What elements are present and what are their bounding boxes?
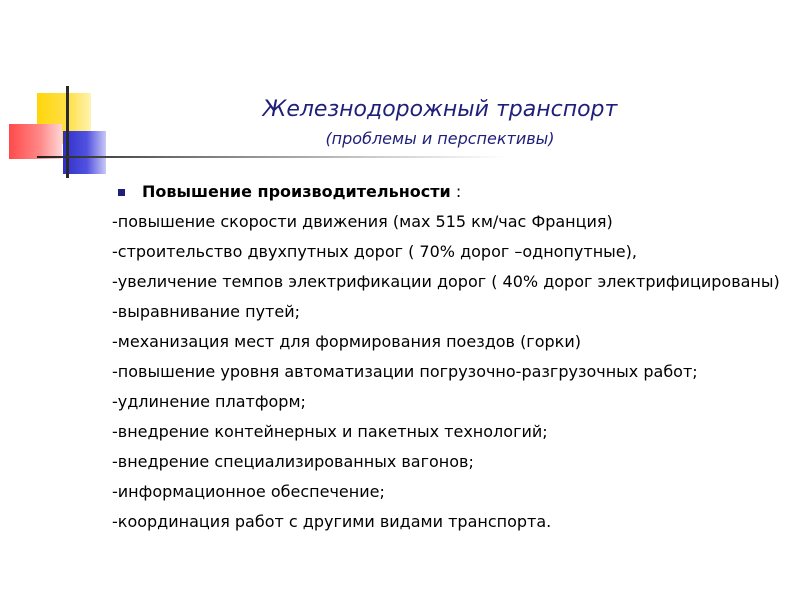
slide-content	[112, 180, 782, 540]
list-item: -механизация мест для формирования поездов (горки)	[112, 332, 581, 351]
bullet-heading: Повышение производительности	[142, 182, 451, 201]
list-item: -координация работ с другими видами транспорта.	[112, 512, 552, 531]
list-item: -внедрение специализированных вагонов;	[112, 452, 474, 471]
decorative-horizontal-line	[37, 156, 507, 158]
list-item: -выравнивание путей;	[112, 302, 300, 321]
square-bullet-icon	[118, 189, 125, 196]
bullet-heading-suffix: :	[450, 182, 462, 201]
list-item: -внедрение контейнерных и пакетных технологий;	[112, 422, 548, 441]
list-item: -увеличение темпов электрификации дорог ( 40% дорог электрифицированы)	[112, 272, 780, 291]
slide-title: Железнодорожный транспорт	[262, 97, 618, 122]
decorative-vertical-line	[66, 86, 69, 178]
decorative-blue-square	[63, 131, 106, 174]
bullet-heading-row	[112, 180, 782, 204]
items-list	[112, 210, 782, 534]
list-item: -удлинение платформ;	[112, 392, 306, 411]
list-item: -информационное обеспечение;	[112, 482, 385, 501]
decorative-red-square	[9, 124, 62, 159]
list-item: -повышение уровня автоматизации погрузочно-разгрузочных работ;	[112, 362, 698, 381]
list-item: -строительство двухпутных дорог ( 70% дорог –однопутные),	[112, 242, 637, 261]
slide-subtitle: (проблемы и перспективы)	[325, 129, 555, 148]
list-item: -повышение скорости движения (мах 515 км/час Франция)	[112, 212, 613, 231]
